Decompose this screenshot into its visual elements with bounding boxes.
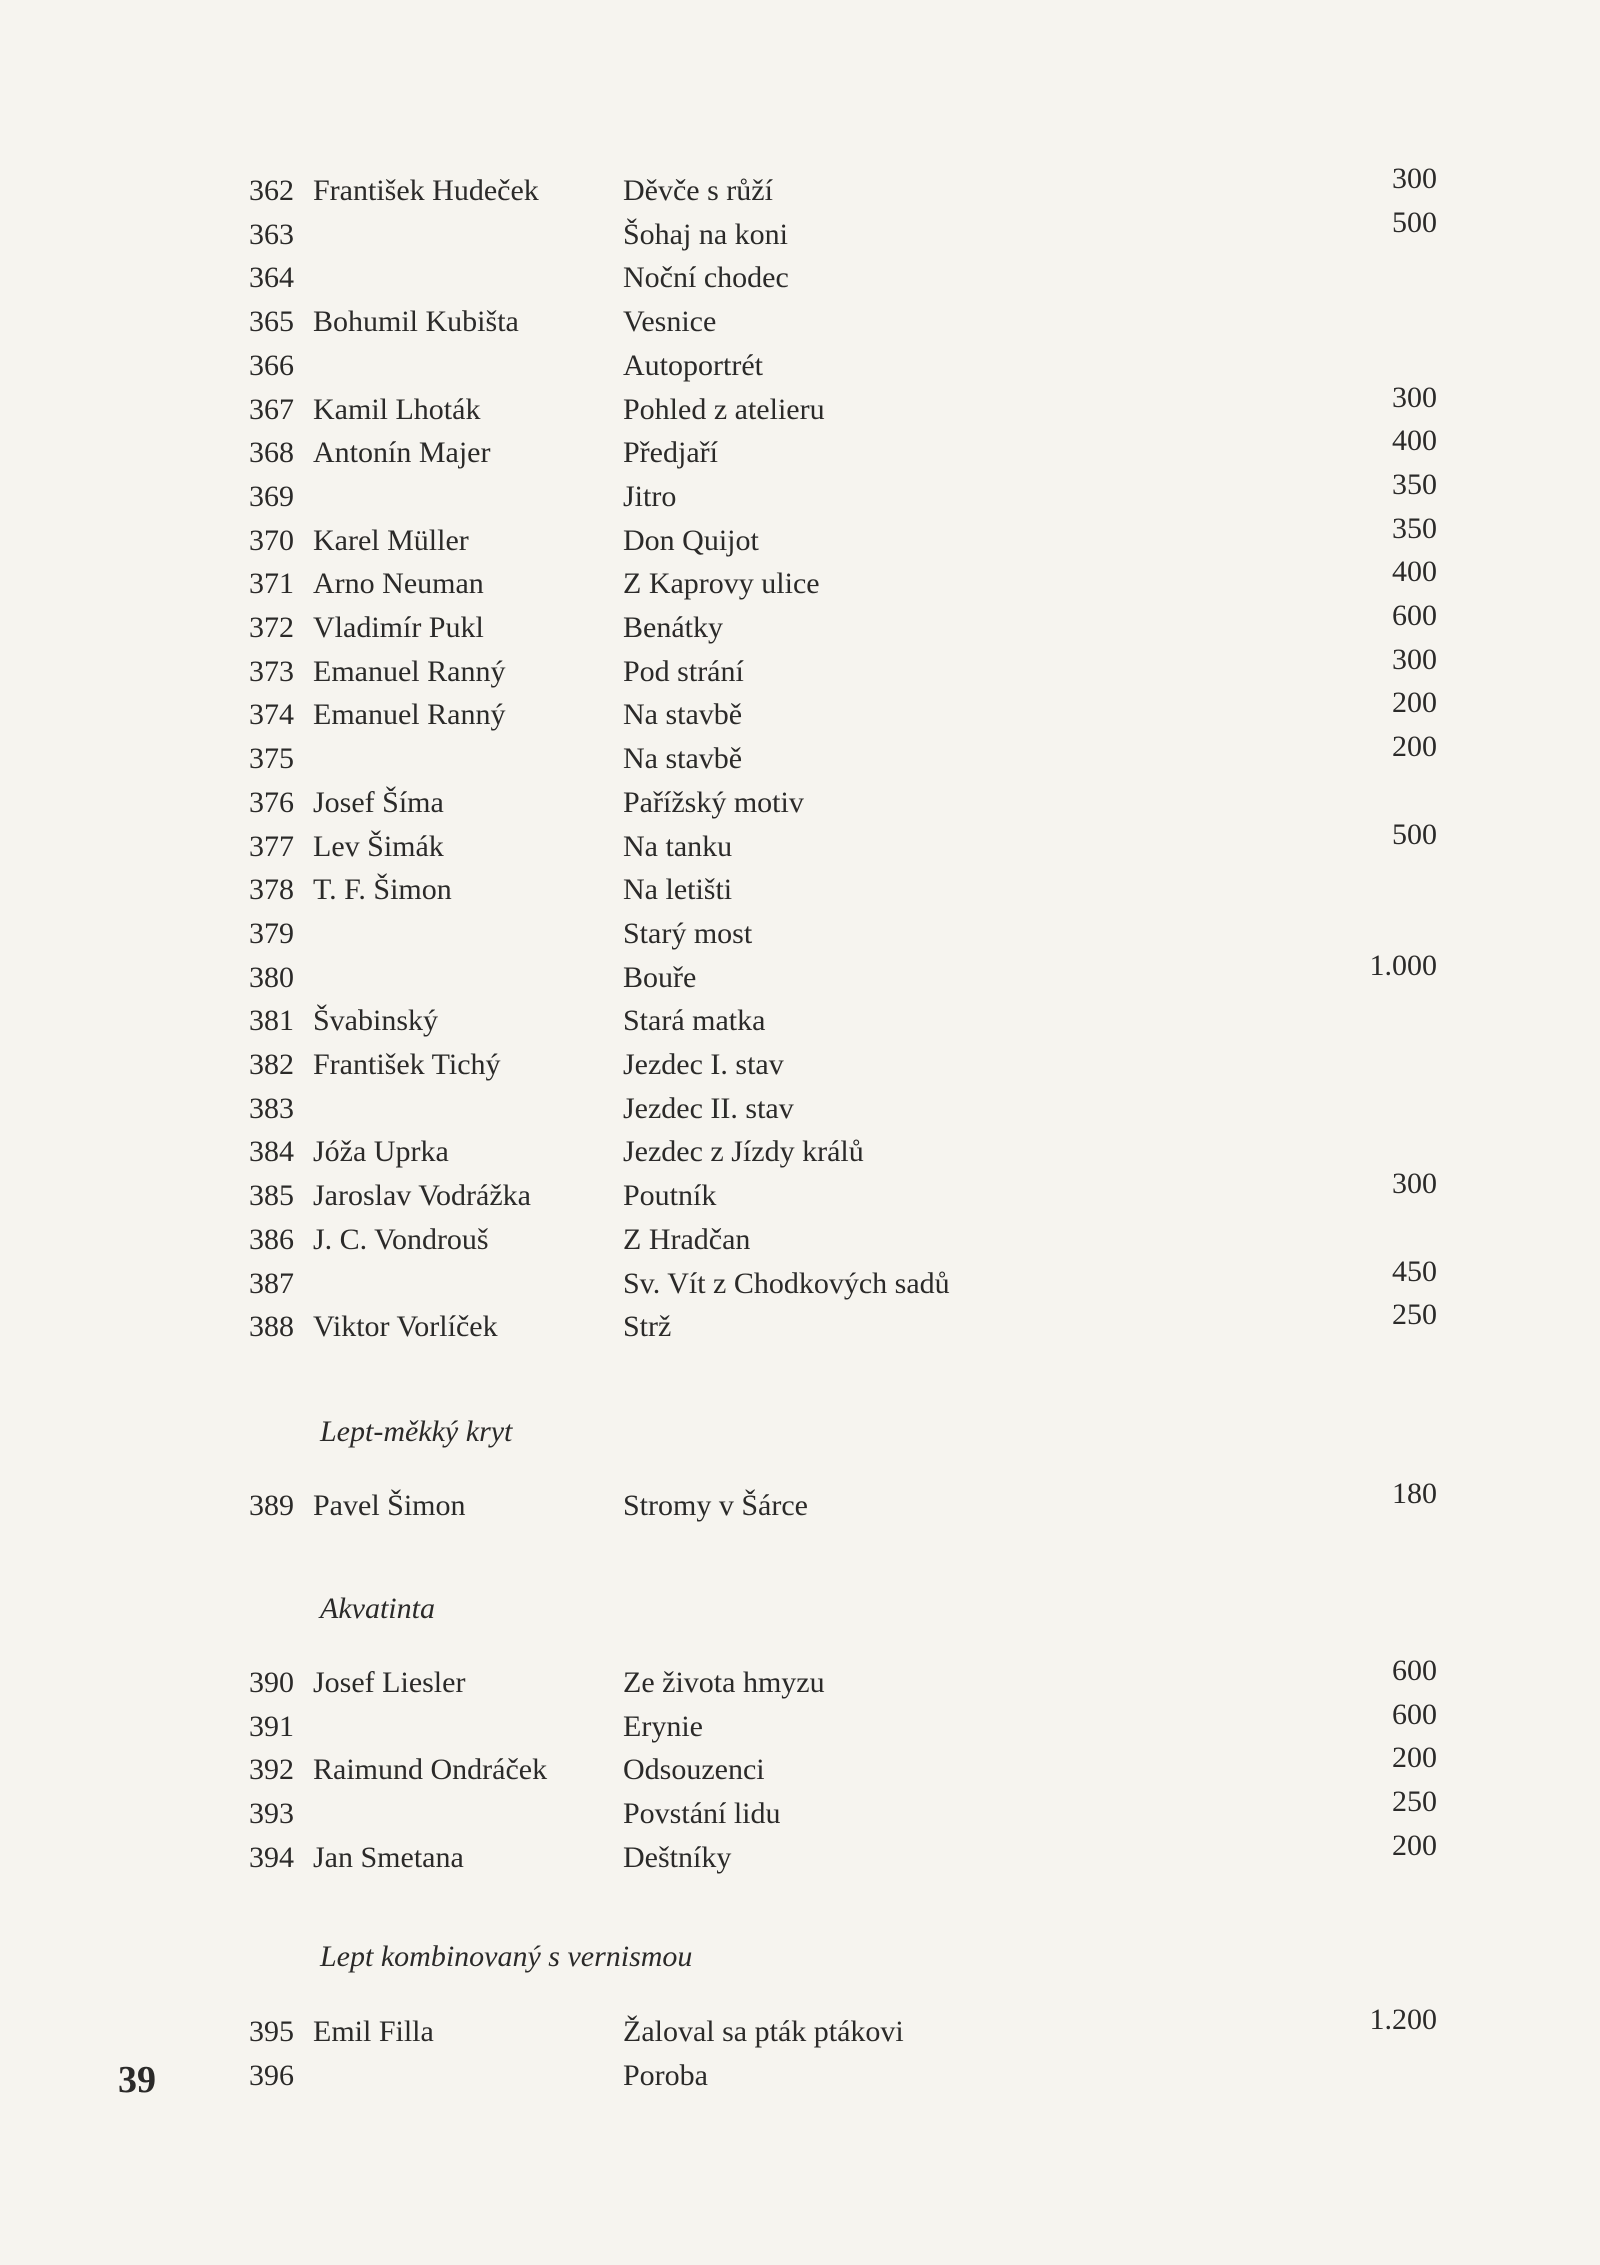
catalog-entry — [0, 999, 1600, 1043]
catalog-entry — [0, 1654, 1600, 1705]
entry-number: 379 — [249, 916, 294, 950]
artist-name: Kamil Lhoták — [313, 392, 481, 426]
price: 1.000 — [1369, 948, 1437, 982]
artwork-title: Jezdec I. stav — [623, 1048, 784, 1081]
section-heading: Lept kombinovaný s vernismou — [320, 1940, 693, 1973]
catalog-entry — [0, 642, 1600, 694]
catalog-entry — [0, 1167, 1600, 1218]
artwork-title: Benátky — [623, 611, 723, 644]
price: 600 — [1392, 1654, 1437, 1687]
price: 250 — [1392, 1785, 1437, 1819]
entry-number: 394 — [249, 1840, 294, 1874]
artwork-title: Bouře — [623, 960, 697, 994]
entry-number: 367 — [249, 392, 294, 426]
artwork-title: Deštníky — [623, 1840, 732, 1874]
entry-number: 377 — [249, 829, 294, 863]
artwork-title: Jitro — [623, 479, 677, 513]
artwork-title: Vesnice — [623, 305, 717, 339]
artwork-title: Odsouzenci — [623, 1753, 765, 1787]
entry-number: 381 — [249, 1004, 294, 1038]
price: 600 — [1392, 599, 1437, 632]
catalog-entry — [0, 1087, 1600, 1131]
price: 300 — [1392, 380, 1437, 414]
artist-name: T. F. Šimon — [313, 873, 452, 907]
entry-number: 369 — [249, 479, 294, 513]
entry-number: 385 — [249, 1179, 294, 1213]
entry-number: 376 — [249, 785, 294, 819]
catalog-entry — [0, 1298, 1600, 1349]
entry-number: 388 — [249, 1310, 294, 1344]
price: 350 — [1392, 511, 1437, 545]
artist-name: Josef Šíma — [313, 785, 444, 819]
entry-number: 383 — [249, 1091, 294, 1125]
artist-name: Antonín Majer — [313, 436, 491, 470]
catalog-entry — [0, 1254, 1600, 1306]
catalog-entry — [0, 730, 1600, 781]
catalog-entry — [0, 467, 1600, 519]
price: 400 — [1392, 555, 1437, 589]
catalog-entry — [0, 511, 1600, 563]
artwork-title: Na stavbě — [623, 742, 743, 776]
artwork-title: Sv. Vít z Chodkových sadů — [623, 1266, 950, 1300]
catalog-entry — [0, 781, 1600, 825]
artist-name: Emil Filla — [313, 2015, 434, 2048]
artist-name: Švabinský — [313, 1004, 439, 1038]
entry-number: 389 — [249, 1489, 294, 1522]
price: 400 — [1392, 424, 1437, 458]
price: 350 — [1392, 467, 1437, 501]
artwork-title: Don Quijot — [623, 523, 759, 557]
artwork-title: Žaloval sa pták ptákovi — [623, 2015, 904, 2048]
price: 200 — [1392, 686, 1437, 720]
artwork-title: Pohled z atelieru — [623, 392, 825, 426]
artwork-title: Autoportrét — [623, 348, 763, 382]
price: 500 — [1392, 817, 1437, 851]
catalog-entry — [0, 256, 1600, 300]
catalog-entry — [0, 1477, 1600, 1528]
entry-number: 363 — [249, 217, 294, 251]
artist-name: Viktor Vorlíček — [313, 1310, 498, 1344]
artwork-title: Z Hradčan — [623, 1222, 751, 1256]
artwork-title: Erynie — [623, 1709, 703, 1743]
price: 500 — [1392, 205, 1437, 239]
entry-number: 375 — [249, 742, 294, 776]
price: 200 — [1392, 730, 1437, 764]
catalog-entry — [0, 2003, 1600, 2054]
artist-name: Josef Liesler — [313, 1666, 466, 1699]
entry-number: 368 — [249, 436, 294, 470]
artist-name: Raimund Ondráček — [313, 1753, 548, 1787]
page-number: 39 — [118, 2059, 156, 2101]
artist-name: František Tichý — [313, 1048, 501, 1081]
artist-name: J. C. Vondrouš — [313, 1222, 489, 1256]
entry-number: 374 — [249, 698, 294, 732]
catalog-entry — [0, 555, 1600, 606]
entry-number: 384 — [249, 1135, 294, 1169]
catalog-entry — [0, 380, 1600, 432]
entry-number: 365 — [249, 305, 294, 339]
catalog-entry — [0, 1130, 1600, 1174]
artwork-title: Na stavbě — [623, 698, 743, 732]
entry-number: 396 — [249, 2058, 294, 2092]
price: 200 — [1392, 1828, 1437, 1862]
artwork-title: Z Kaprovy ulice — [623, 567, 820, 601]
entry-number: 370 — [249, 523, 294, 557]
catalog-entry — [0, 686, 1600, 737]
artwork-title: Na letišti — [623, 873, 733, 907]
artist-name: Jóža Uprka — [313, 1135, 449, 1169]
entry-number: 372 — [249, 611, 294, 644]
artist-name: Jaroslav Vodrážka — [313, 1179, 531, 1213]
catalog-entry — [0, 300, 1600, 344]
artwork-title: Jezdec II. stav — [623, 1091, 794, 1125]
catalog-entry — [0, 344, 1600, 388]
artist-name: Vladimír Pukl — [313, 611, 484, 644]
entry-number: 378 — [249, 873, 294, 907]
price: 300 — [1392, 1167, 1437, 1201]
catalog-entry — [0, 948, 1600, 1000]
catalog-entry — [0, 817, 1600, 869]
price: 1.200 — [1369, 2003, 1437, 2036]
entry-number: 382 — [249, 1048, 294, 1081]
artwork-title: Starý most — [623, 916, 753, 950]
artwork-title: Pařížský motiv — [623, 785, 804, 819]
artist-name: Arno Neuman — [313, 567, 484, 601]
price: 300 — [1392, 642, 1437, 676]
price: 300 — [1392, 162, 1437, 195]
entry-number: 371 — [249, 567, 294, 601]
artist-name: Bohumil Kubišta — [313, 305, 519, 339]
section-heading: Lept-měkký kryt — [320, 1415, 513, 1448]
artwork-title: Šohaj na koni — [623, 217, 788, 251]
artist-name: Emanuel Ranný — [313, 654, 506, 688]
artwork-title: Stromy v Šárce — [623, 1489, 808, 1522]
catalog-entry — [0, 1043, 1600, 1087]
artwork-title: Stará matka — [623, 1004, 766, 1038]
catalog-entry — [0, 599, 1600, 650]
catalog-entry — [0, 205, 1600, 257]
artwork-title: Noční chodec — [623, 261, 789, 295]
artist-name: Pavel Šimon — [313, 1489, 466, 1522]
entry-number: 362 — [249, 174, 294, 207]
entry-number: 393 — [249, 1797, 294, 1831]
entry-number: 364 — [249, 261, 294, 295]
entry-number: 387 — [249, 1266, 294, 1300]
catalog-entry — [0, 424, 1600, 475]
artist-name: Karel Müller — [313, 523, 469, 557]
entry-number: 390 — [249, 1666, 294, 1699]
artwork-title: Děvče s růží — [623, 174, 773, 207]
artwork-title: Předjaří — [623, 436, 718, 470]
artist-name: Jan Smetana — [313, 1840, 464, 1874]
catalog-entry — [0, 912, 1600, 956]
artwork-title: Poutník — [623, 1179, 717, 1213]
catalog-entry — [0, 162, 1600, 213]
artwork-title: Ze života hmyzu — [623, 1666, 825, 1699]
artwork-title: Na tanku — [623, 829, 733, 863]
catalog-entry — [0, 868, 1600, 912]
catalog-entry — [0, 1741, 1600, 1792]
entry-number: 395 — [249, 2015, 294, 2048]
price: 250 — [1392, 1298, 1437, 1332]
price: 600 — [1392, 1697, 1437, 1731]
entry-number: 386 — [249, 1222, 294, 1256]
artwork-title: Povstání lidu — [623, 1797, 781, 1831]
artwork-title: Pod strání — [623, 654, 744, 688]
catalog-entry — [0, 1218, 1600, 1262]
entry-number: 392 — [249, 1753, 294, 1787]
price: 180 — [1392, 1477, 1437, 1510]
artwork-title: Strž — [623, 1310, 672, 1344]
entry-number: 391 — [249, 1709, 294, 1743]
section-heading: Akvatinta — [320, 1592, 435, 1625]
catalog-entry — [0, 1785, 1600, 1836]
catalog-entry — [0, 1697, 1600, 1749]
artist-name: Emanuel Ranný — [313, 698, 506, 732]
price: 200 — [1392, 1741, 1437, 1775]
artist-name: František Hudeček — [313, 174, 539, 207]
artwork-title: Jezdec z Jízdy králů — [623, 1135, 864, 1169]
price: 450 — [1392, 1254, 1437, 1288]
entry-number: 380 — [249, 960, 294, 994]
catalog-entry — [0, 2054, 1600, 2098]
entry-number: 373 — [249, 654, 294, 688]
artwork-title: Poroba — [623, 2058, 708, 2092]
catalog-entry — [0, 1828, 1600, 1880]
artist-name: Lev Šimák — [313, 829, 444, 863]
entry-number: 366 — [249, 348, 294, 382]
